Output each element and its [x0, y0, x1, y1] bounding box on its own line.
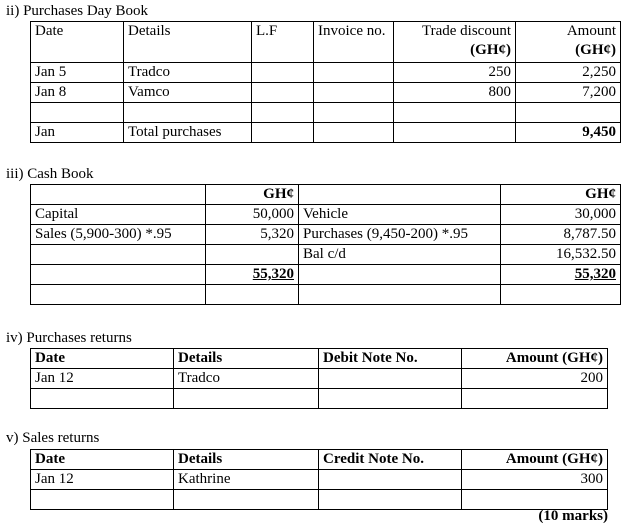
- cell-amount: [516, 103, 621, 123]
- trade-discount-unit: (GH¢): [470, 42, 511, 58]
- cell-debit-desc: Capital: [31, 205, 206, 225]
- col-details: Details: [124, 22, 252, 63]
- cell-details: [174, 389, 319, 409]
- cell-blank: [299, 185, 501, 205]
- table-row: [31, 265, 621, 285]
- col-debit-note: Debit Note No.: [319, 349, 462, 369]
- amount-unit: (GH¢): [575, 42, 616, 58]
- table-row: [31, 389, 608, 409]
- col-credit-note: Credit Note No.: [319, 450, 462, 470]
- cell-date: Jan: [31, 123, 124, 143]
- col-lf: L.F: [252, 22, 314, 63]
- cell-details: Tradco: [124, 63, 252, 83]
- cell-note: [319, 389, 462, 409]
- cell-details: Kathrine: [174, 470, 319, 490]
- cell-discount: [394, 103, 516, 123]
- cell-amount: 300: [462, 470, 608, 490]
- cell-invoice: [314, 123, 394, 143]
- table-row: [31, 225, 621, 245]
- cell-debit-desc: [31, 265, 206, 285]
- col-details: Details: [174, 349, 319, 369]
- cell-discount: 250: [394, 63, 516, 83]
- cell-date: [31, 490, 174, 510]
- cell-debit-amount: 5,320: [206, 225, 299, 245]
- cell-invoice: [314, 63, 394, 83]
- cell-amount: [462, 490, 608, 510]
- col-trade-discount: [394, 22, 516, 63]
- cell-date: Jan 8: [31, 83, 124, 103]
- cell-note: [319, 470, 462, 490]
- cell-debit-amount: [206, 285, 299, 305]
- cell-date: Jan 12: [31, 369, 174, 389]
- table-row: [31, 369, 608, 389]
- cell-debit-desc: [31, 245, 206, 265]
- cell-credit-desc: [299, 285, 501, 305]
- table-header-row: [31, 450, 608, 470]
- cell-debit-desc: [31, 285, 206, 305]
- cell-credit-amount: 8,787.50: [501, 225, 621, 245]
- cell-invoice: [314, 83, 394, 103]
- currency-header-left: GH¢: [206, 185, 299, 205]
- cell-credit-amount: 16,532.50: [501, 245, 621, 265]
- cell-discount: 800: [394, 83, 516, 103]
- cell-credit-desc: Bal c/d: [299, 245, 501, 265]
- table-row: [31, 123, 621, 143]
- table-header-row: [31, 185, 621, 205]
- cell-details: [124, 103, 252, 123]
- table-row: [31, 83, 621, 103]
- col-invoice: Invoice no.: [314, 22, 394, 63]
- table-row: [31, 245, 621, 265]
- cell-credit-desc: Purchases (9,450-200) *.95: [299, 225, 501, 245]
- col-details: Details: [174, 450, 319, 470]
- total-purchases-amount: 9,450: [516, 123, 621, 143]
- debit-total: 55,320: [206, 265, 299, 285]
- cell-date: Jan 12: [31, 470, 174, 490]
- cell-debit-desc: Sales (5,900-300) *.95: [31, 225, 206, 245]
- trade-discount-label: Trade discount: [421, 23, 511, 39]
- col-date: Date: [31, 450, 174, 470]
- cell-lf: [252, 83, 314, 103]
- sales-returns-title: v) Sales returns: [6, 430, 100, 446]
- table-row: [31, 63, 621, 83]
- table-row: [31, 490, 608, 510]
- cell-date: Jan 5: [31, 63, 124, 83]
- table-header-row: [31, 349, 608, 369]
- cell-note: [319, 369, 462, 389]
- purchases-day-book-table: [30, 21, 621, 143]
- cell-lf: [252, 63, 314, 83]
- cell-amount: 2,250: [516, 63, 621, 83]
- cell-debit-amount: 50,000: [206, 205, 299, 225]
- cell-credit-desc: [299, 265, 501, 285]
- cell-credit-amount: [501, 285, 621, 305]
- cell-date: [31, 103, 124, 123]
- col-amount: [516, 22, 621, 63]
- col-amount: Amount (GH¢): [462, 450, 608, 470]
- table-row: [31, 205, 621, 225]
- sales-returns-table: [30, 449, 608, 510]
- table-header-row: [31, 22, 621, 63]
- cell-details: Vamco: [124, 83, 252, 103]
- table-row: [31, 285, 621, 305]
- cell-amount: 200: [462, 369, 608, 389]
- cell-details: Total purchases: [124, 123, 252, 143]
- cell-credit-amount: 30,000: [501, 205, 621, 225]
- cell-lf: [252, 123, 314, 143]
- purchases-day-book-title: ii) Purchases Day Book: [6, 3, 149, 19]
- credit-total: 55,320: [501, 265, 621, 285]
- currency-header-right: GH¢: [501, 185, 621, 205]
- col-date: Date: [31, 349, 174, 369]
- table-row: [31, 470, 608, 490]
- table-row: [31, 103, 621, 123]
- cell-details: Tradco: [174, 369, 319, 389]
- purchases-returns-table: [30, 348, 608, 409]
- cell-amount: [462, 389, 608, 409]
- cash-book-title: iii) Cash Book: [6, 166, 94, 182]
- col-amount: Amount (GH¢): [462, 349, 608, 369]
- cell-discount: [394, 123, 516, 143]
- cell-lf: [252, 103, 314, 123]
- amount-label: Amount: [566, 23, 616, 39]
- cell-date: [31, 389, 174, 409]
- cell-note: [319, 490, 462, 510]
- purchases-returns-title: iv) Purchases returns: [6, 330, 132, 346]
- cell-details: [174, 490, 319, 510]
- cell-invoice: [314, 103, 394, 123]
- marks-label: (10 marks): [538, 508, 608, 524]
- cash-book-table: [30, 184, 621, 305]
- col-date: Date: [31, 22, 124, 63]
- cell-credit-desc: Vehicle: [299, 205, 501, 225]
- cell-amount: 7,200: [516, 83, 621, 103]
- cell-blank: [31, 185, 206, 205]
- cell-debit-amount: [206, 245, 299, 265]
